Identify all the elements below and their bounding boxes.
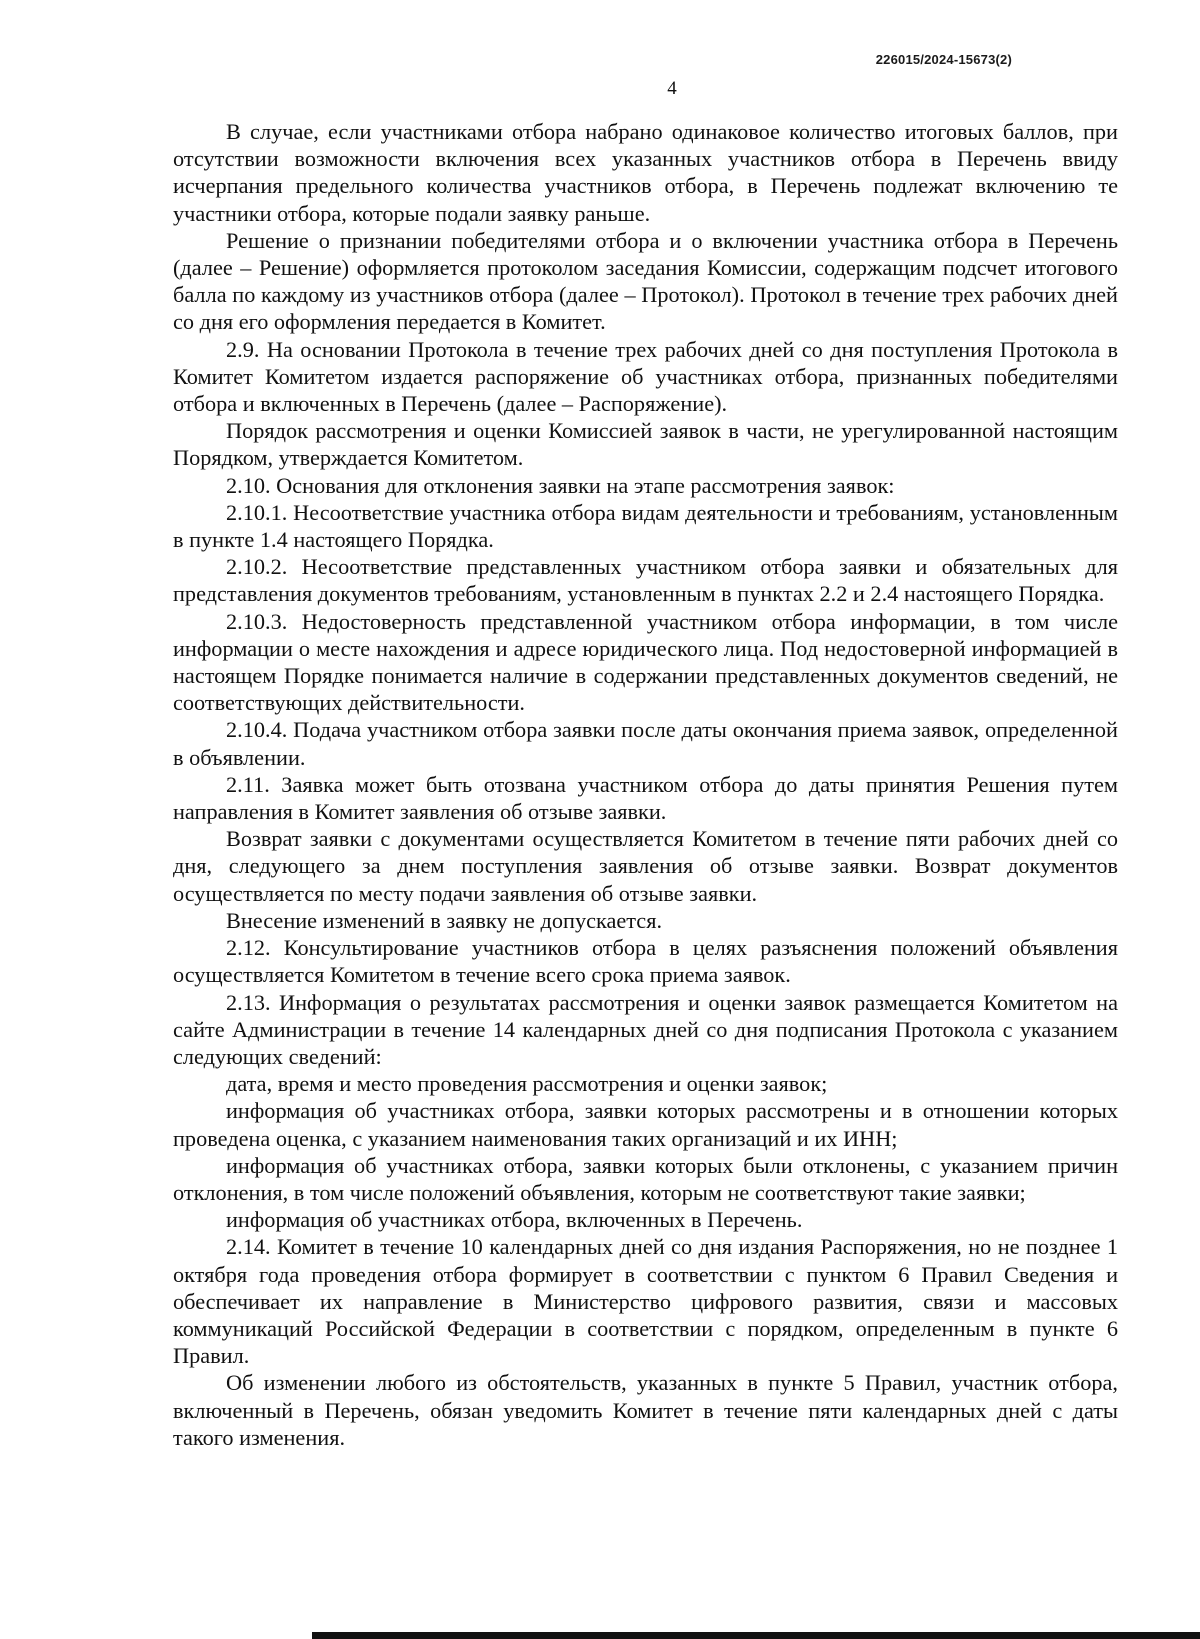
paragraph-2-13: 2.13. Информация о результатах рассмотрения и оценки заявок размещается Комитетом на сайте Администрации в течение 14 календарных дней со дня подписания Протокола с указанием следующих сведений: — [173, 989, 1118, 1069]
paragraph-2-12: 2.12. Консультирование участников отбора в целях разъяснения положений объявления осуществляется Комитетом в течение всего срока приема заявок. — [173, 935, 1118, 988]
bottom-edge-line — [312, 1632, 1200, 1639]
list-item-reviewed-participants: информация об участниках отбора, заявки которых рассмотрены и в отношении которых проведена оценка, с указанием наименования таких организаций и их ИНН; — [173, 1098, 1118, 1151]
list-item-review-date: дата, время и место проведения рассмотрения и оценки заявок; — [226, 1071, 828, 1097]
list-item-rejected-participants: информация об участниках отбора, заявки которых были отклонены, с указанием причин отклонения, в том числе положений объявления, которым не соответствуют такие заявки; — [173, 1152, 1118, 1205]
document-registration-number: 226015/2024-15673(2) — [875, 52, 1012, 67]
paragraph-2-10-3: 2.10.3. Недостоверность представленной участником отбора информации, в том числе информации о месте нахождения и адресе юридического лица. Под недостоверной информацией в настоящем Порядке понимается наличие в содержании представленных документов сведений, не соответствующих действительности. — [173, 608, 1118, 716]
paragraph-2-11: 2.11. Заявка может быть отозвана участником отбора до даты принятия Решения путем направления в Комитет заявления об отзыве заявки. — [173, 771, 1118, 825]
paragraph-decision-protocol: Решение о признании победителями отбора и о включении участника отбора в Перечень (далее – Решение) оформляется протоколом заседания Комиссии, содержащим подсчет итогового балла по каждому из участников отбора (далее – Протокол). Протокол в течение трех рабочих дней со дня его оформления передается в Комитет. — [173, 227, 1118, 335]
paragraph-2-9: 2.9. На основании Протокола в течение трех рабочих дней со дня поступления Протокола в Комитет Комитетом издается распоряжение об участниках отбора, признанных победителями отбора и включенных в Перечень (далее – Распоряжение). — [173, 336, 1118, 417]
paragraph-change-notification: Об изменении любого из обстоятельств, указанных в пункте 5 Правил, участник отбора, включенный в Перечень, обязан уведомить Комитет в течение пяти календарных дней с даты такого изменения. — [173, 1370, 1118, 1450]
document-body — [173, 118, 1118, 1451]
paragraph-application-return: Возврат заявки с документами осуществляется Комитетом в течение пяти рабочих дней со дня, следующего за днем поступления заявления об отзыве заявки. Возврат документов осуществляется по месту подачи заявления об отзыве заявки. — [173, 826, 1118, 906]
paragraph-review-procedure: Порядок рассмотрения и оценки Комиссией заявок в части, не урегулированной настоящим Порядком, утверждается Комитетом. — [173, 418, 1118, 471]
paragraph-tie-break: В случае, если участниками отбора набрано одинаковое количество итоговых баллов, при отсутствии возможности включения всех указанных участников отбора в Перечень ввиду исчерпания предельного количества участников отбора, в Перечень подлежат включению те участники отбора, которые подали заявку раньше. — [173, 119, 1118, 226]
page-number: 4 — [667, 78, 677, 99]
paragraph-2-10-1: 2.10.1. Несоответствие участника отбора видам деятельности и требованиям, установленным в пункте 1.4 настоящего Порядка. — [173, 499, 1118, 553]
paragraph-2-10: 2.10. Основания для отклонения заявки на этапе рассмотрения заявок: — [226, 472, 895, 498]
paragraph-2-10-2: 2.10.2. Несоответствие представленных участником отбора заявки и обязательных для представления документов требованиям, установленным в пунктах 2.2 и 2.4 настоящего Порядка. — [173, 554, 1118, 607]
paragraph-2-14: 2.14. Комитет в течение 10 календарных дней со дня издания Распоряжения, но не позднее 1 октября года проведения отбора формирует в соответствии с пунктом 6 Правил Сведения и обеспечивает их направление в Министерство цифрового развития, связи и массовых коммуникаций Российской Федерации в соответствии с порядком, определенным в пункте 6 Правил. — [173, 1234, 1118, 1369]
paragraph-2-10-4: 2.10.4. Подача участником отбора заявки после даты окончания приема заявок, определенной в объявлении. — [173, 717, 1118, 770]
paragraph-no-changes: Внесение изменений в заявку не допускается. — [226, 907, 663, 933]
list-item-included-participants: информация об участниках отбора, включенных в Перечень. — [226, 1207, 803, 1233]
